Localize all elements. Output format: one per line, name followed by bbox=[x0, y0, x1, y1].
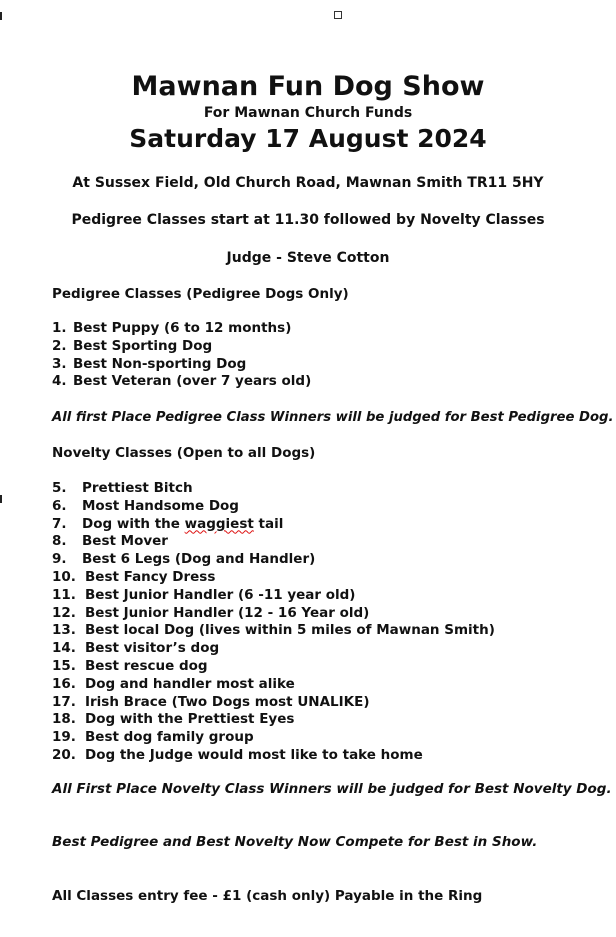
item-number: 14. bbox=[52, 640, 76, 657]
item-number: 7. bbox=[52, 515, 67, 532]
event-location: At Sussex Field, Old Church Road, Mawnan Smith TR11 5HY bbox=[72, 175, 544, 191]
list-item bbox=[52, 356, 311, 374]
pedigree-note: All first Place Pedigree Class Winners will be judged for Best Pedigree Dog. bbox=[52, 410, 614, 425]
item-label: Best Fancy Dress bbox=[85, 568, 216, 585]
item-label: Dog and handler most alike bbox=[85, 675, 295, 692]
best-in-show-note: Best Pedigree and Best Novelty Now Compete for Best in Show. bbox=[52, 834, 538, 850]
item-number: 5. bbox=[52, 480, 67, 496]
item-number: 16. bbox=[52, 675, 76, 692]
item-number: 1. bbox=[52, 320, 67, 336]
item-number: 12. bbox=[52, 604, 76, 621]
item-number: 3. bbox=[52, 355, 67, 372]
item-label: Dog the Judge would most like to take home bbox=[85, 746, 423, 763]
item-label: Most Handsome Dog bbox=[82, 497, 239, 514]
judge-name: Judge - Steve Cotton bbox=[226, 250, 390, 266]
checkbox-glyph bbox=[334, 11, 342, 19]
list-item bbox=[52, 480, 495, 498]
list-item bbox=[52, 338, 311, 356]
entry-fee-note: All Classes entry fee - £1 (cash only) Payable in the Ring bbox=[52, 888, 483, 904]
item-label: Irish Brace (Two Dogs most UNALIKE) bbox=[85, 693, 370, 710]
list-item bbox=[52, 551, 495, 569]
spellcheck-flagged-word: waggiest bbox=[184, 515, 254, 532]
item-label: Best Sporting Dog bbox=[73, 337, 213, 354]
item-label: Best rescue dog bbox=[85, 657, 208, 674]
item-label: Best dog family group bbox=[85, 729, 254, 746]
list-item bbox=[52, 694, 495, 712]
item-number: 15. bbox=[52, 657, 76, 674]
margin-mark bbox=[0, 12, 2, 20]
start-time: Pedigree Classes start at 11.30 followed by Novelty Classes bbox=[71, 212, 545, 228]
list-item bbox=[52, 373, 311, 391]
item-number: 17. bbox=[52, 693, 76, 710]
item-number: 20. bbox=[52, 746, 76, 763]
novelty-class-list bbox=[52, 480, 495, 765]
item-number: 6. bbox=[52, 497, 67, 514]
list-item bbox=[52, 658, 495, 676]
list-item bbox=[52, 516, 495, 534]
item-label: Dog with the waggiest tail bbox=[82, 515, 284, 532]
event-subtitle: For Mawnan Church Funds bbox=[203, 105, 413, 121]
list-item bbox=[52, 640, 495, 658]
pedigree-heading: Pedigree Classes (Pedigree Dogs Only) bbox=[52, 286, 349, 302]
item-label: Best Veteran (over 7 years old) bbox=[73, 373, 312, 390]
novelty-heading: Novelty Classes (Open to all Dogs) bbox=[52, 445, 316, 461]
item-label: Best local Dog (lives within 5 miles of Mawnan Smith) bbox=[85, 622, 495, 639]
item-label: Best 6 Legs (Dog and Handler) bbox=[82, 551, 316, 568]
item-label: Best visitor’s dog bbox=[85, 640, 220, 657]
item-number: 2. bbox=[52, 337, 67, 354]
item-label: Best Non-sporting Dog bbox=[73, 355, 247, 372]
list-item bbox=[52, 533, 495, 551]
item-label: Best Junior Handler (6 -11 year old) bbox=[85, 586, 356, 603]
list-item bbox=[52, 676, 495, 694]
item-number: 11. bbox=[52, 586, 76, 603]
list-item bbox=[52, 587, 495, 605]
list-item bbox=[52, 320, 311, 338]
event-date: Saturday 17 August 2024 bbox=[129, 124, 487, 153]
item-number: 8. bbox=[52, 533, 67, 550]
item-label: Best Puppy (6 to 12 months) bbox=[73, 320, 292, 336]
margin-mark bbox=[0, 495, 2, 503]
item-number: 19. bbox=[52, 729, 76, 746]
item-label: Prettiest Bitch bbox=[82, 480, 193, 496]
item-label: Dog with the Prettiest Eyes bbox=[85, 711, 295, 728]
item-number: 13. bbox=[52, 622, 76, 639]
list-item bbox=[52, 498, 495, 516]
list-item bbox=[52, 747, 495, 765]
item-label: Best Mover bbox=[82, 533, 168, 550]
list-item bbox=[52, 622, 495, 640]
item-number: 18. bbox=[52, 711, 76, 728]
item-number: 9. bbox=[52, 551, 67, 568]
pedigree-class-list bbox=[52, 320, 311, 391]
list-item bbox=[52, 605, 495, 623]
list-item bbox=[52, 711, 495, 729]
list-item bbox=[52, 729, 495, 747]
novelty-note: All First Place Novelty Class Winners will be judged for Best Novelty Dog. bbox=[52, 781, 612, 797]
item-number: 10. bbox=[52, 568, 76, 585]
event-title: Mawnan Fun Dog Show bbox=[131, 71, 485, 102]
list-item bbox=[52, 569, 495, 587]
item-number: 4. bbox=[52, 373, 67, 390]
item-label: Best Junior Handler (12 - 16 Year old) bbox=[85, 604, 370, 621]
